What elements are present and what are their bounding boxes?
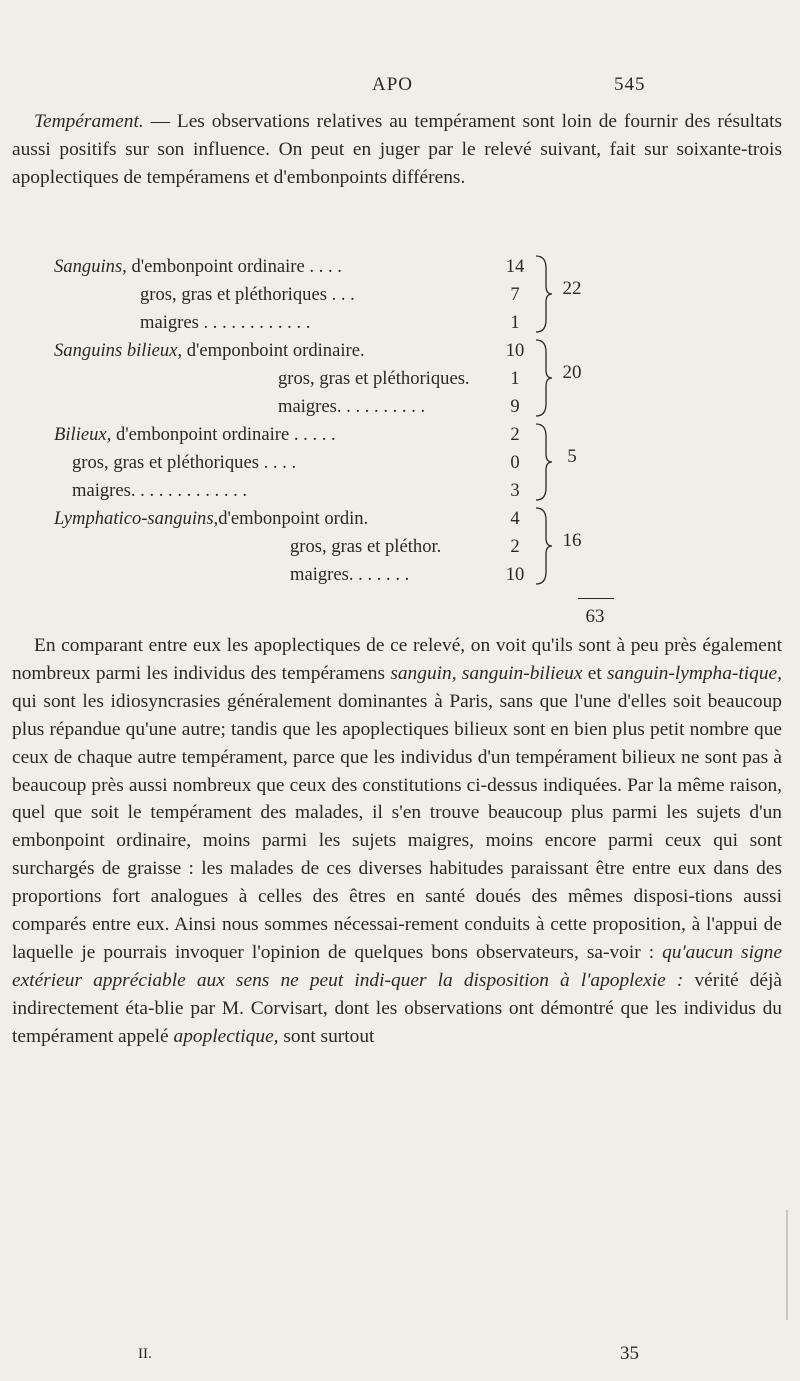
- gathering-number: 35: [620, 1343, 639, 1364]
- intro-text: — Les observations relatives au tempérament sont loin de fournir des résultats aussi positifs sur son influence. On peut en juger par le relevé suivant, fait sur soixante-trois apoplectiques de tempéramens et d'embonpoints différens.: [12, 111, 782, 188]
- row-value: 7: [510, 284, 520, 305]
- row-label: gros, gras et pléthoriques.: [278, 368, 470, 389]
- row-value: 10: [505, 564, 525, 585]
- row-label: d'emponboint ordinaire.: [186, 340, 365, 361]
- body-italic: qu'aucun signe extérieur appréciable aux sens ne peut indi-quer la disposition à l'apoplexie :: [12, 941, 782, 991]
- body-italic: sanguin, sanguin-bilieux: [390, 662, 583, 684]
- body-text: qui sont les idiosyncrasies généralement dominantes à Paris, sans que l'une d'elles soit beaucoup plus répandue qu'une autre; tandis que les apoplectiques bilieux sont en bien plus petit nombre que ceux de chaque autre tempérament, parce que les individus d'un tempérament bilieux ne sont pas à beaucoup près aussi nombreux que ceux des constitutions ci-dessus indiquées. Par la même raison, quel que soit le tempérament des malades, il s'en trouve beaucoup plus parmi les sujets d'un embonpoint ordinaire, moins parmi les sujets maigres, moins encore parmi ceux qui sont surchargés de graisse : les malades de ces diverses habitudes paraissant être entre eux dans des proportions fort analogues à celles des êtres en santé doués des mêmes disposi-tions aussi comparés entre eux. Ainsi nous sommes nécessai-rement conduits à cette proposition, à l'appui de laquelle je pourrais invoquer l'opinion de quelques bons observateurs, sa-voir :: [12, 690, 782, 963]
- body-italic: apoplectique,: [173, 1025, 279, 1047]
- page-edge-shadow: [786, 1210, 788, 1320]
- row-label: d'embonpoint ordinaire . . . .: [131, 256, 342, 277]
- group-subtotal: 20: [562, 362, 582, 383]
- group-subtotal: 5: [567, 446, 577, 467]
- page-number: 545: [614, 74, 646, 95]
- row-value: 2: [510, 536, 520, 557]
- row-label: d'embonpoint ordin.: [218, 508, 369, 529]
- group-label: Sanguins,: [54, 256, 127, 277]
- body-text: En comparant entre eux les apoplectiques de ce relevé, on voit qu'ils sont à peu près également nombreux parmi les individus des tempéramens: [12, 635, 782, 684]
- running-header: [0, 74, 800, 104]
- row-label: gros, gras et pléthoriques . . . .: [72, 452, 297, 473]
- temperament-table: [0, 256, 800, 696]
- body-text: vérité déjà indirectement éta-blie par M. Corvisart, dont les observations ont démontré que les individus du tempérament appelé: [12, 969, 783, 1047]
- body-text: sont surtout: [278, 1025, 375, 1047]
- row-value: 3: [510, 480, 520, 501]
- row-value: 14: [505, 256, 525, 277]
- row-label: gros, gras et pléthoriques . . .: [140, 284, 355, 305]
- row-value: 4: [510, 508, 520, 529]
- group-subtotal: 16: [562, 530, 582, 551]
- body-italic: sanguin-lympha-tique,: [606, 662, 782, 684]
- row-value: 9: [510, 396, 520, 417]
- intro-paragraph: [12, 108, 782, 192]
- group-label: Sanguins bilieux,: [54, 340, 183, 361]
- signature-mark: II.: [138, 1346, 152, 1362]
- body-paragraph: [12, 632, 782, 1051]
- total-rule: [578, 598, 614, 599]
- row-label: maigres. . . . . . . . . . . . .: [72, 480, 248, 501]
- grand-total: 63: [585, 606, 605, 627]
- group-subtotal: 22: [562, 278, 582, 299]
- row-value: 10: [505, 340, 525, 361]
- group-label: Lymphatico-sanguins,: [54, 508, 219, 529]
- row-value: 1: [510, 368, 520, 389]
- intro-lead: Tempérament.: [34, 111, 144, 132]
- row-value: 1: [510, 312, 520, 333]
- group-label: Bilieux,: [54, 424, 112, 445]
- row-label: gros, gras et pléthor.: [290, 536, 442, 557]
- row-label: maigres. . . . . . .: [290, 564, 410, 585]
- running-head: APO: [372, 74, 414, 95]
- row-value: 0: [510, 452, 520, 473]
- row-label: d'embonpoint ordinaire . . . . .: [115, 424, 336, 445]
- body-text: et: [582, 662, 607, 684]
- row-label: maigres . . . . . . . . . . . .: [140, 312, 311, 333]
- row-label: maigres. . . . . . . . . .: [278, 396, 426, 417]
- row-value: 2: [510, 424, 520, 445]
